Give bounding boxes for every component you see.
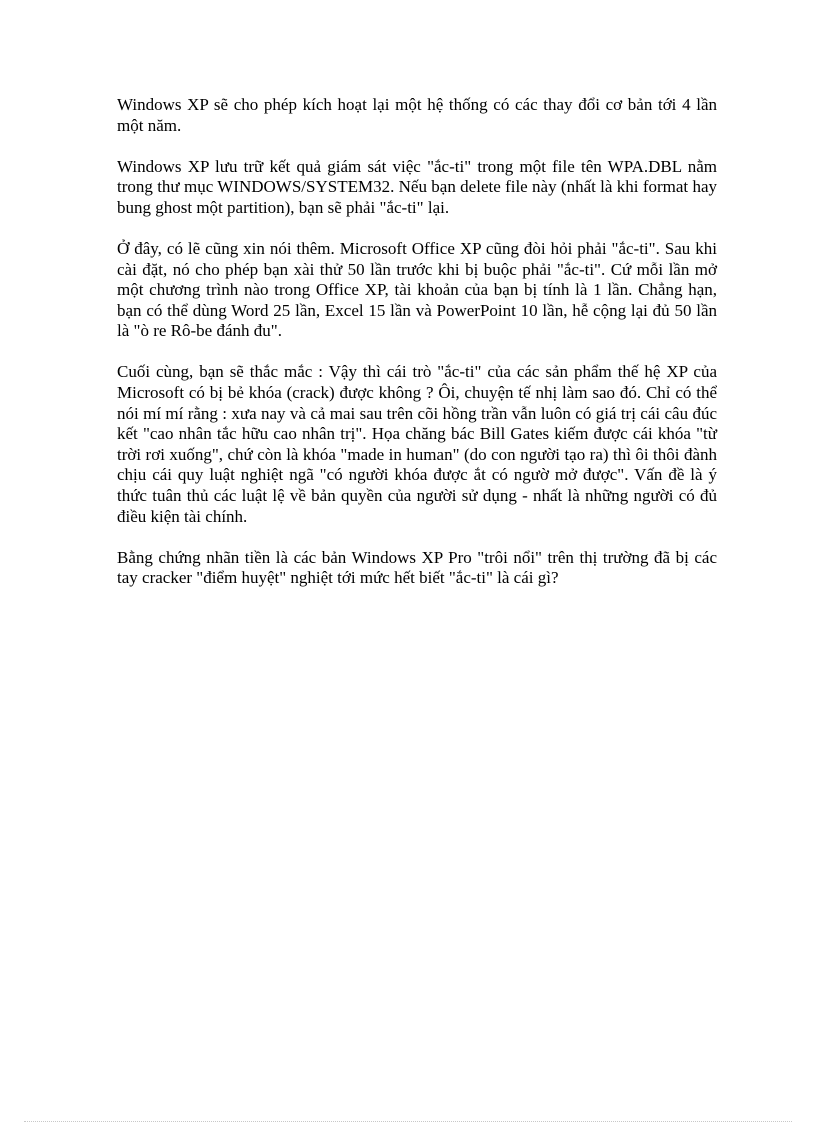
page-bottom-rule — [24, 1121, 792, 1122]
document-body — [117, 95, 717, 609]
paragraph-evidence: Bằng chứng nhãn tiền là các bản Windows XP Pro "trôi nổi" trên thị trường đã bị các tay cracker "điểm huyệt" nghiệt tới mức hết biết "ắc-ti" là cái gì? — [117, 547, 717, 588]
paragraph-office-xp: Ở đây, có lẽ cũng xin nói thêm. Microsoft Office XP cũng đòi hỏi phải "ắc-ti". Sau khi cài đặt, nó cho phép bạn xài thử 50 lần trước khi bị buộc phải "ắc-ti". Cứ mỗi lần mở một chương trình nào trong Office XP, tài khoản của bạn bị tính là 1 lần. Chẳng hạn, bạn có thể dùng Word 25 lần, Excel 15 lần và PowerPoint 10 lần, hễ cộng lại đủ 50 lần là "ò re Rô-be đánh đu". — [117, 238, 717, 341]
paragraph-wpa-file: Windows XP lưu trữ kết quả giám sát việc "ắc-ti" trong một file tên WPA.DBL nằm trong thư mục WINDOWS/SYSTEM32. Nếu bạn delete file này (nhất là khi format hay bung ghost một partition), bạn sẽ phải "ắc-ti" lại. — [117, 156, 717, 217]
paragraph-crack-question: Cuối cùng, bạn sẽ thắc mắc : Vậy thì cái trò "ắc-ti" của các sản phẩm thế hệ XP của Microsoft có bị bẻ khóa (crack) được không ? Ôi, chuyện tế nhị làm sao đó. Chỉ có thể nói mí mí rằng : xưa nay và cả mai sau trên cõi hồng trần vẫn luôn có giá trị cái câu đúc kết "cao nhân tắc hữu cao nhân trị". Họa chăng bác Bill Gates kiếm được cái khóa "từ trời rơi xuống", chứ còn là khóa "made in human" (do con người tạo ra) thì ôi thôi đành chịu cái quy luật nghiệt ngã "có người khóa được ắt có ngườ mở được". Vấn đề là ý thức tuân thủ các luật lệ về bản quyền của người sử dụng - nhất là những người có đủ điều kiện tài chính. — [117, 362, 717, 526]
paragraph-reactivation-limit: Windows XP sẽ cho phép kích hoạt lại một hệ thống có các thay đổi cơ bản tới 4 lần một năm. — [117, 95, 717, 135]
